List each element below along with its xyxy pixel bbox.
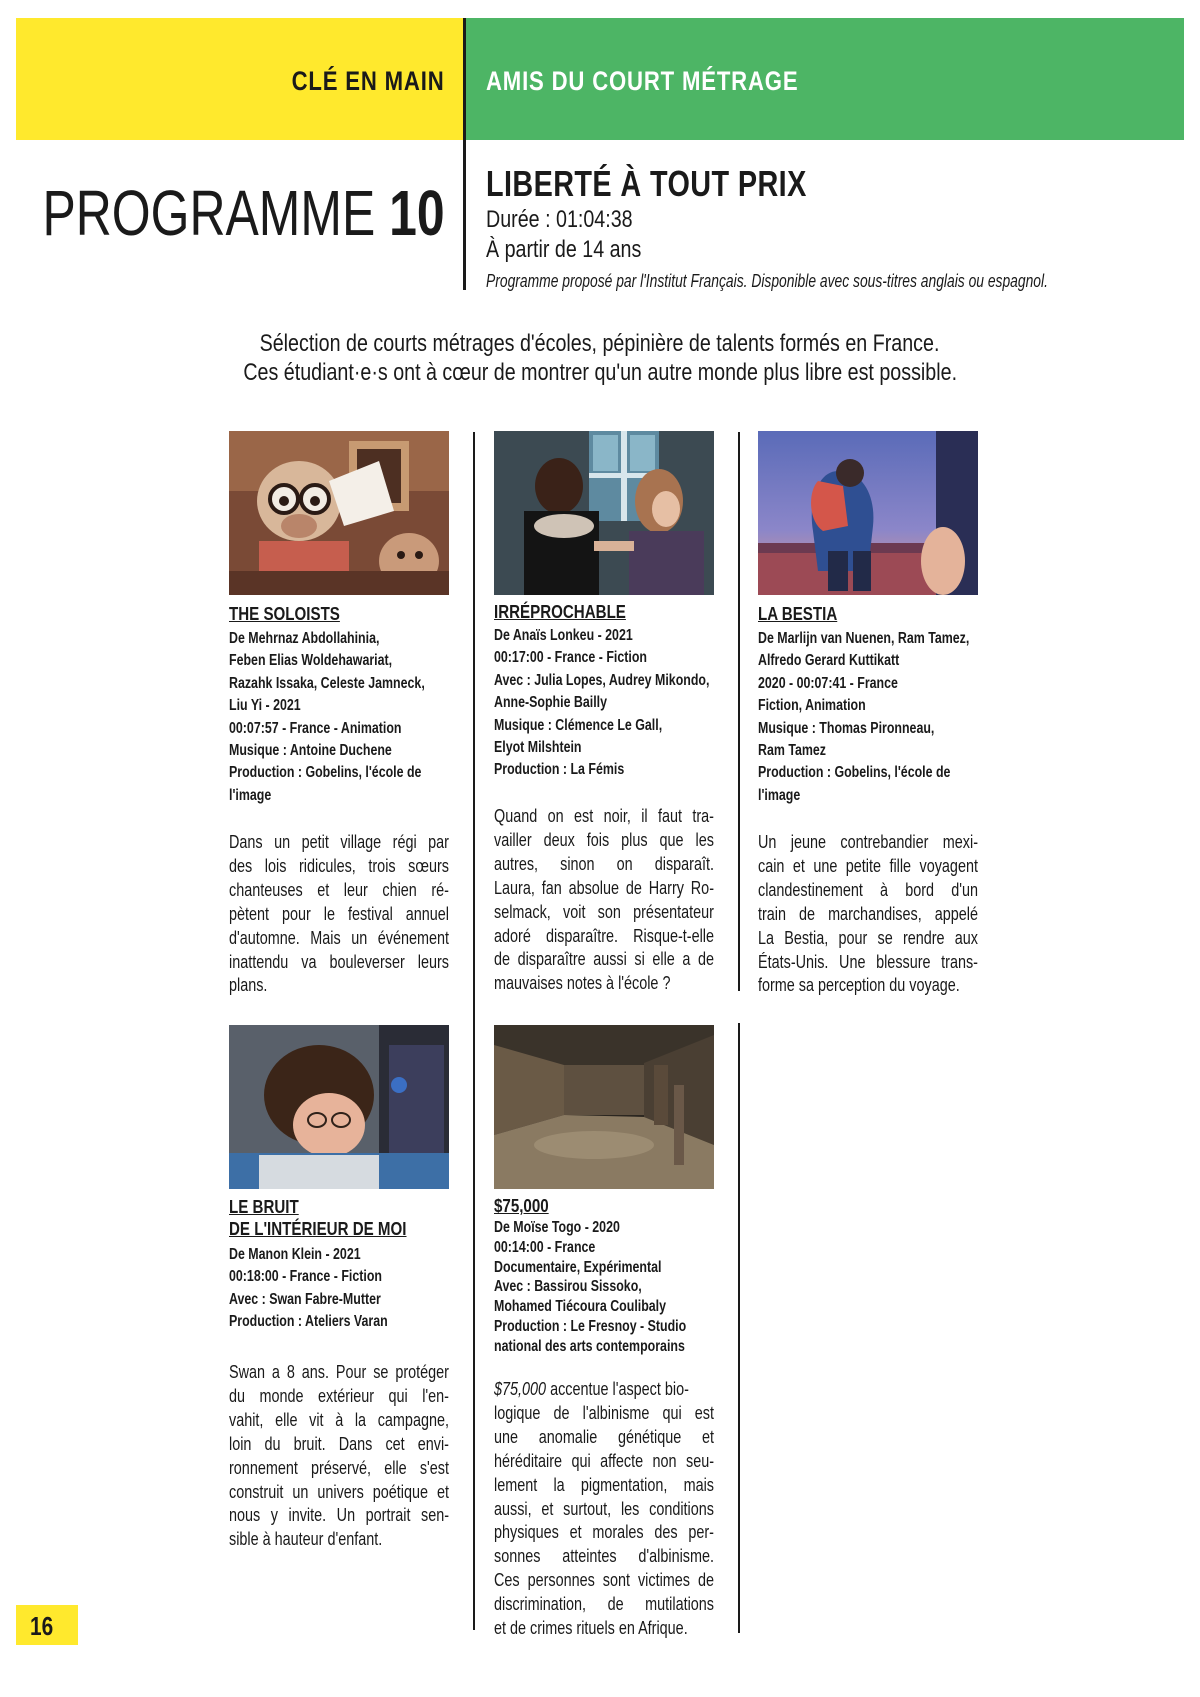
programme-age: À partir de 14 ans [486,236,642,263]
synopsis-line: héréditaire qui affecte non seu- [494,1450,714,1471]
credit-line: 00:07:57 - France - Animation [229,719,402,737]
synopsis-line: selmack, voit son présentateur [494,901,714,922]
synopsis-line: vahit, elle vit à la campagne, [229,1409,449,1430]
synopsis-line: forme sa perception du voyage. [758,975,960,996]
programme-note: Programme proposé par l'Institut Français. Disponible avec sous-titres anglais ou espagnol. [486,271,1048,291]
synopsis-line: Quand on est noir, il faut tra- [494,806,714,826]
synopsis-line: train de marchandises, appelé [758,903,978,924]
film-title: THE SOLOISTS [229,604,340,624]
credit-line: Production : Ateliers Varan [229,1313,388,1331]
credit-line: De Moïse Togo - 2020 [494,1219,620,1236]
synopsis-line: une anomalie génétique et [494,1426,714,1447]
film-credits [494,625,763,782]
film-thumbnail [229,431,449,595]
credit-line: Musique : Clémence Le Gall, [494,716,663,734]
synopsis-line: pètent pour le festival annuel [229,903,449,924]
film-synopsis [229,831,449,998]
credit-line: Production : Le Fresnoy - Studio [494,1317,687,1335]
credit-line: De Marlijn van Nuenen, Ram Tamez, [758,630,970,647]
credit-line: Anne-Sophie Bailly [494,694,607,712]
programme-word: PROGRAMME [42,177,376,249]
synopsis-first-rest: accentue l'aspect bio- [546,1379,689,1399]
column-divider-3 [738,1023,740,1633]
film-thumbnail [229,1025,449,1189]
credit-line: 00:17:00 - France - Fiction [494,649,647,667]
header-divider [463,18,466,290]
synopsis-line: loin du bruit. Dans cet envi- [229,1433,449,1454]
synopsis-line: sonnes atteintes d'albinisme. [494,1546,714,1567]
synopsis-line: aussi, et surtout, les conditions [494,1498,714,1519]
film-title-line-1: LE BRUIT [229,1197,299,1217]
synopsis-line: construit un univers poétique et [229,1481,449,1502]
synopsis-line: discrimination, de mutilations [494,1594,714,1615]
page-number-badge [16,1605,78,1645]
film-title: $75,000 [494,1196,549,1216]
synopsis-line: lement la pigmentation, mais [494,1474,714,1495]
film-credits [494,1218,734,1357]
synopsis-line: Swan a 8 ans. Pour se protéger [229,1362,449,1382]
credit-line: Production : Gobelins, l'école de [229,764,422,782]
credit-line: Elyot Milshtein [494,739,582,757]
intro-line-2: Ces étudiant·e·s ont à cœur de montrer qu'un autre monde plus libre est possible. [243,359,957,386]
credit-line: De Anaïs Lonkeu - 2021 [494,627,633,644]
film-thumbnail [758,431,978,595]
film-synopsis [229,1361,449,1552]
synopsis-line: mauvaises notes à l'école ? [494,973,671,994]
film-credits [758,628,1022,807]
credit-line: 2020 - 00:07:41 - France [758,674,898,692]
film-title-line-2: DE L'INTÉRIEUR DE MOI [229,1219,407,1239]
credit-line: Avec : Bassirou Sissoko, [494,1278,642,1296]
film-thumbnail [494,1025,714,1189]
credit-line: Razahk Issaka, Celeste Jamneck, [229,674,425,692]
synopsis-line-first [494,1378,714,1402]
synopsis-line: sible à hauteur d'enfant. [229,1529,383,1550]
credit-line: 00:18:00 - France - Fiction [229,1268,382,1286]
synopsis-line: Laura, fan absolue de Harry Ro- [494,877,714,898]
film-synopsis [758,831,978,998]
synopsis-line: du monde extérieur qui l'en- [229,1385,449,1406]
credit-line: l'image [758,786,801,804]
synopsis-line: nous y invite. Un portrait sen- [229,1505,449,1526]
synopsis-line: ronnement préservé, elle s'est [229,1457,449,1478]
programme-heading [43,178,445,248]
synopsis-line: logique de l'albinisme qui est [494,1402,714,1423]
credit-line: De Manon Klein - 2021 [229,1246,361,1263]
category-right-label: AMIS DU COURT MÉTRAGE [486,66,799,96]
synopsis-line: chanteuses et leur chien ré- [229,879,449,900]
column-divider-1 [473,432,475,1630]
credit-line: Fiction, Animation [758,697,866,715]
programme-duration: Durée : 01:04:38 [486,206,633,233]
synopsis-line: d'automne. Mais un événement [229,927,449,948]
credit-line: 00:14:00 - France [494,1238,596,1256]
credit-line: Documentaire, Expérimental [494,1258,662,1276]
synopsis-line: clandestinement à bord d'un [758,879,978,900]
film-title: LA BESTIA [758,604,838,624]
synopsis-line: Dans un petit village régi par [229,832,449,852]
credit-line: Feben Elias Woldehawariat, [229,652,393,670]
credit-line: Ram Tamez [758,742,826,760]
film-thumbnail [494,431,714,595]
film-credits [229,1244,427,1334]
synopsis-line: et de crimes rituels en Afrique. [494,1618,688,1639]
credit-line: Musique : Antoine Duchene [229,742,392,760]
credit-line: national des arts contemporains [494,1337,685,1355]
credit-line: Avec : Swan Fabre-Mutter [229,1290,381,1308]
synopsis-line: de disparaître aussi si elle a de [494,949,714,970]
synopsis-line: autres, sinon on disparaît. [494,853,714,874]
credit-line: Musique : Thomas Pironneau, [758,719,935,737]
category-left-label: CLÉ EN MAIN [291,66,444,96]
synopsis-line: inattendu va bouleverser leurs [229,951,449,972]
synopsis-line: Ces personnes sont victimes de [494,1570,714,1591]
synopsis-line: adoré disparaître. Risque-t-elle [494,925,714,946]
synopsis-line: cain et une petite fille voyagent [758,855,978,876]
synopsis-line: La Bestia, pour se rendre aux [758,927,978,948]
credit-line: Mohamed Tiécoura Coulibaly [494,1298,667,1316]
synopsis-line: Un jeune contrebandier mexi- [758,832,978,852]
synopsis-line: vailler deux fois plus que les [494,829,714,850]
page-number: 16 [30,1611,54,1641]
synopsis-line: États-Unis. Une blessure trans- [758,951,978,972]
programme-number: 10 [389,177,445,249]
film-synopsis [494,805,714,996]
credit-line: Liu Yi - 2021 [229,697,301,715]
credit-line: Alfredo Gerard Kuttikatt [758,652,900,670]
credit-line: Avec : Julia Lopes, Audrey Mikondo, [494,671,710,689]
synopsis-line: physiques et morales des per- [494,1522,714,1543]
intro-line-1: Sélection de courts métrages d'écoles, pépinière de talents formés en France. [260,330,940,357]
film-credits [229,628,474,807]
film-title: IRRÉPROCHABLE [494,602,626,622]
credit-line: Production : La Fémis [494,761,625,779]
synopsis-line: des lois ridicules, trois sœurs [229,855,449,876]
synopsis-film-title: $75,000 [494,1379,547,1399]
credit-line: l'image [229,786,272,804]
credit-line: Production : Gobelins, l'école de [758,764,951,782]
film-synopsis [494,1378,714,1641]
programme-title: LIBERTÉ À TOUT PRIX [486,163,807,204]
synopsis-line: plans. [229,975,268,996]
credit-line: De Mehrnaz Abdollahinia, [229,630,380,647]
